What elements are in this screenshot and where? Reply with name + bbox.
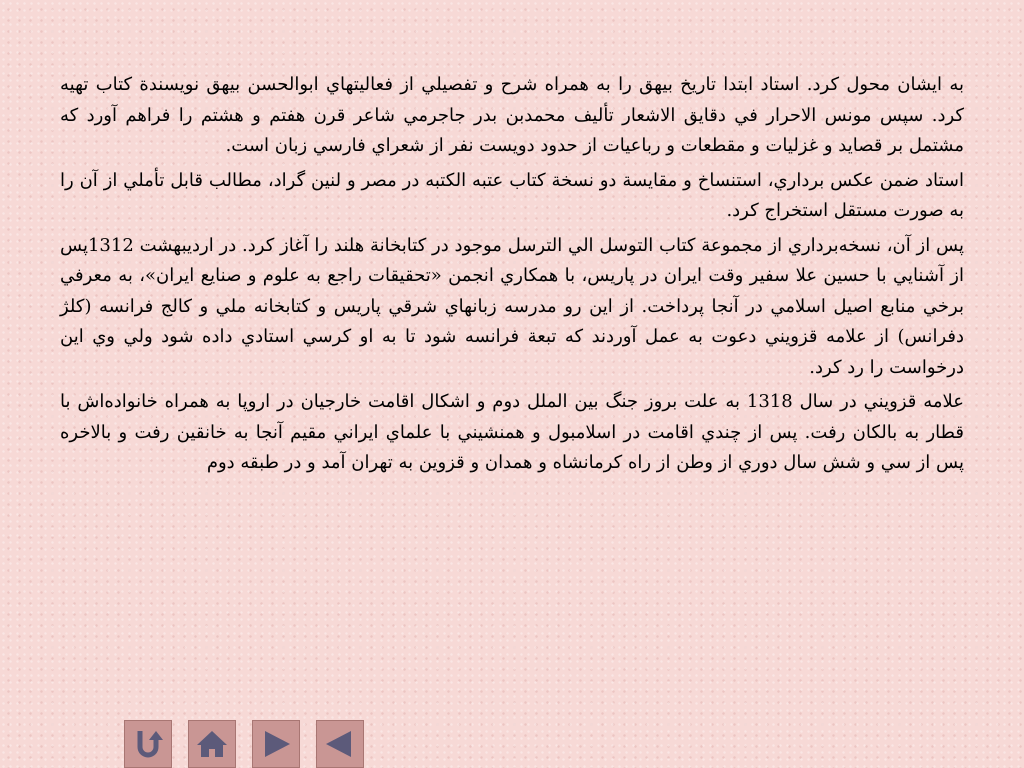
return-icon [131, 727, 165, 761]
home-button[interactable] [188, 720, 236, 768]
triangle-right-icon [258, 726, 294, 762]
paragraph-3: پس از آن، نسخه‌برداري از مجموعة کتاب التوسل الي الترسل موجود در کتابخانة هلند را آغاز کرد. در ارديبهشت 1312پس از آشنايي با حسين علا سفير وقت ايران در پاريس، با همکاري انجمن «تحقيقات راجع به علوم و صنايع ايران»، به معرفي برخي منابع اصيل اسلامي در آنجا پرداخت. از اين رو مدرسه زبانهاي شرقي پاريس و کتابخانه ملي و کالج فرانسه (کلژ دفرانس) از علامه قزويني دعوت به عمل آوردند که تبعة فرانسه شود تا به او کرسي استادي داده شود ولي وي اين درخواست را رد کرد. [60, 234, 964, 378]
previous-button[interactable] [316, 720, 364, 768]
paragraph-4: علامه قزويني در سال 1318 به علت بروز جنگ بين الملل دوم و اشکال اقامت خارجيان در اروپا به همراه خانواده‌اش با قطار به بالکان رفت. پس از چندي اقامت در اسلامبول و همنشيني با علماي ايراني مقيم آنجا به خانقين رفت و بالاخره پس از سي و شش سال دوري از وطن از راه کرمانشاه و همدان و قزوين به تهران آمد و در طبقه دوم [60, 391, 964, 473]
triangle-left-icon [322, 726, 358, 762]
next-button[interactable] [252, 720, 300, 768]
return-button[interactable] [124, 720, 172, 768]
paragraph-2: استاد ضمن عکس برداري، استنساخ و مقايسة دو نسخة کتاب عتبه الکتبه در مصر و لنين گراد، مطالب قابل تأملي از آن را به صورت مستقل استخراج کرد. [60, 169, 964, 221]
paragraph-1: به ايشان محول کرد. استاد ابتدا تاريخ بيهق را به همراه شرح و تفصيلي از فعاليتهاي ابوالحسن بيهق نويسندة کتاب تهيه کرد. سپس مونس الاحرار في دقايق الاشعار تأليف محمدبن بدر جاجرمي شاعر قرن هفتم و هشتم را فراهم آورد که مشتمل بر قصايد و غزليات و مقطعات و رباعيات از حدود دويست نفر از شعراي فارسي زبان است. [60, 74, 964, 156]
slide-content [60, 70, 964, 630]
navigation-bar [124, 720, 376, 768]
home-icon [194, 727, 230, 761]
